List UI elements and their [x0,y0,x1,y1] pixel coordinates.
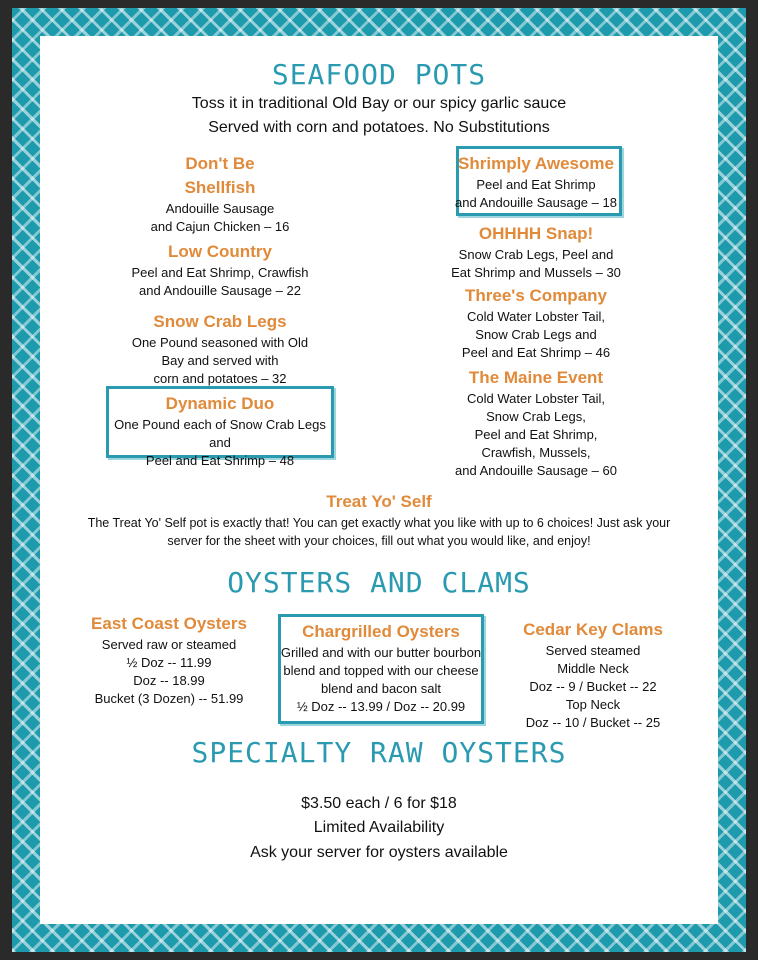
item-maine-event [436,366,636,480]
item-chargrilled-oysters [278,620,484,716]
item-cedar-key-clams [508,618,678,732]
item-desc: Served raw or steamed ½ Doz -- 11.99 Doz -- 18.99 Bucket (3 Dozen) -- 51.99 [94,637,244,706]
treat-yo-self-desc-1: The Treat Yo' Self pot is exactly that! You can get exactly what you like with up to 6 choices! Just ask your [87,516,671,530]
item-snow-crab-legs [110,310,330,388]
item-shrimply-awesome [436,152,636,212]
item-name: OHHHH Snap! [478,224,594,243]
specialty-line-3: Ask your server for oysters available [250,844,508,861]
oysters-clams-title: OYSTERS AND CLAMS [227,566,531,599]
specialty-line-2: Limited Availability [313,819,445,836]
item-name: Three's Company [465,286,607,305]
menu-content [40,36,718,924]
item-desc: Peel and Eat Shrimp, Crawfish and Andouille Sausage – 22 [131,265,309,298]
item-name: Chargrilled Oysters [302,622,460,641]
item-ohhhh-snap [436,222,636,282]
seafood-pots-subtitle-2: Served with corn and potatoes. No Substitutions [208,119,550,136]
treat-yo-self-name: Treat Yo' Self [326,492,432,511]
treat-yo-self-desc-2: server for the sheet with your choices, fill out what you would like, and enjoy! [167,534,591,548]
item-threes-company [436,284,636,362]
item-east-coast-oysters [84,612,254,708]
item-name: Cedar Key Clams [523,620,663,639]
item-name: Don't Be Shellfish [184,154,256,197]
item-name: East Coast Oysters [91,614,247,633]
item-desc: Cold Water Lobster Tail, Snow Crab Legs and Peel and Eat Shrimp – 46 [461,309,611,360]
specialty-title: SPECIALTY RAW OYSTERS [191,736,567,769]
item-low-country [110,240,330,300]
item-desc: Grilled and with our butter bourbon blend and topped with our cheese blend and bacon salt ½ Doz -- 13.99 / Doz -- 20.99 [280,645,482,714]
item-name: The Maine Event [468,368,604,387]
item-desc: One Pound each of Snow Crab Legs and Peel and Eat Shrimp – 48 [114,417,326,468]
seafood-pots-subtitle-1: Toss it in traditional Old Bay or our spicy garlic sauce [191,95,567,112]
item-name: Snow Crab Legs [153,312,287,331]
menu-page [12,8,746,952]
item-desc: One Pound seasoned with Old Bay and served with corn and potatoes – 32 [131,335,309,386]
specialty-line-1: $3.50 each / 6 for $18 [301,795,457,812]
seafood-pots-title: SEAFOOD POTS [271,58,487,91]
item-dynamic-duo [110,392,330,470]
item-desc: Cold Water Lobster Tail, Snow Crab Legs, Peel and Eat Shrimp, Crawfish, Mussels, and Andouille Sausage – 60 [455,391,617,478]
item-desc: Peel and Eat Shrimp and Andouille Sausage – 18 [455,177,617,210]
item-name: Shrimply Awesome [458,154,614,173]
item-desc: Served steamed Middle Neck Doz -- 9 / Bucket -- 22 Top Neck Doz -- 10 / Bucket -- 25 [525,643,661,730]
item-desc: Andouille Sausage and Cajun Chicken – 16 [150,201,290,234]
item-dont-be-shellfish [110,152,330,236]
item-desc: Snow Crab Legs, Peel and Eat Shrimp and Mussels – 30 [451,247,621,280]
item-name: Low Country [168,242,272,261]
item-name: Dynamic Duo [165,394,275,413]
